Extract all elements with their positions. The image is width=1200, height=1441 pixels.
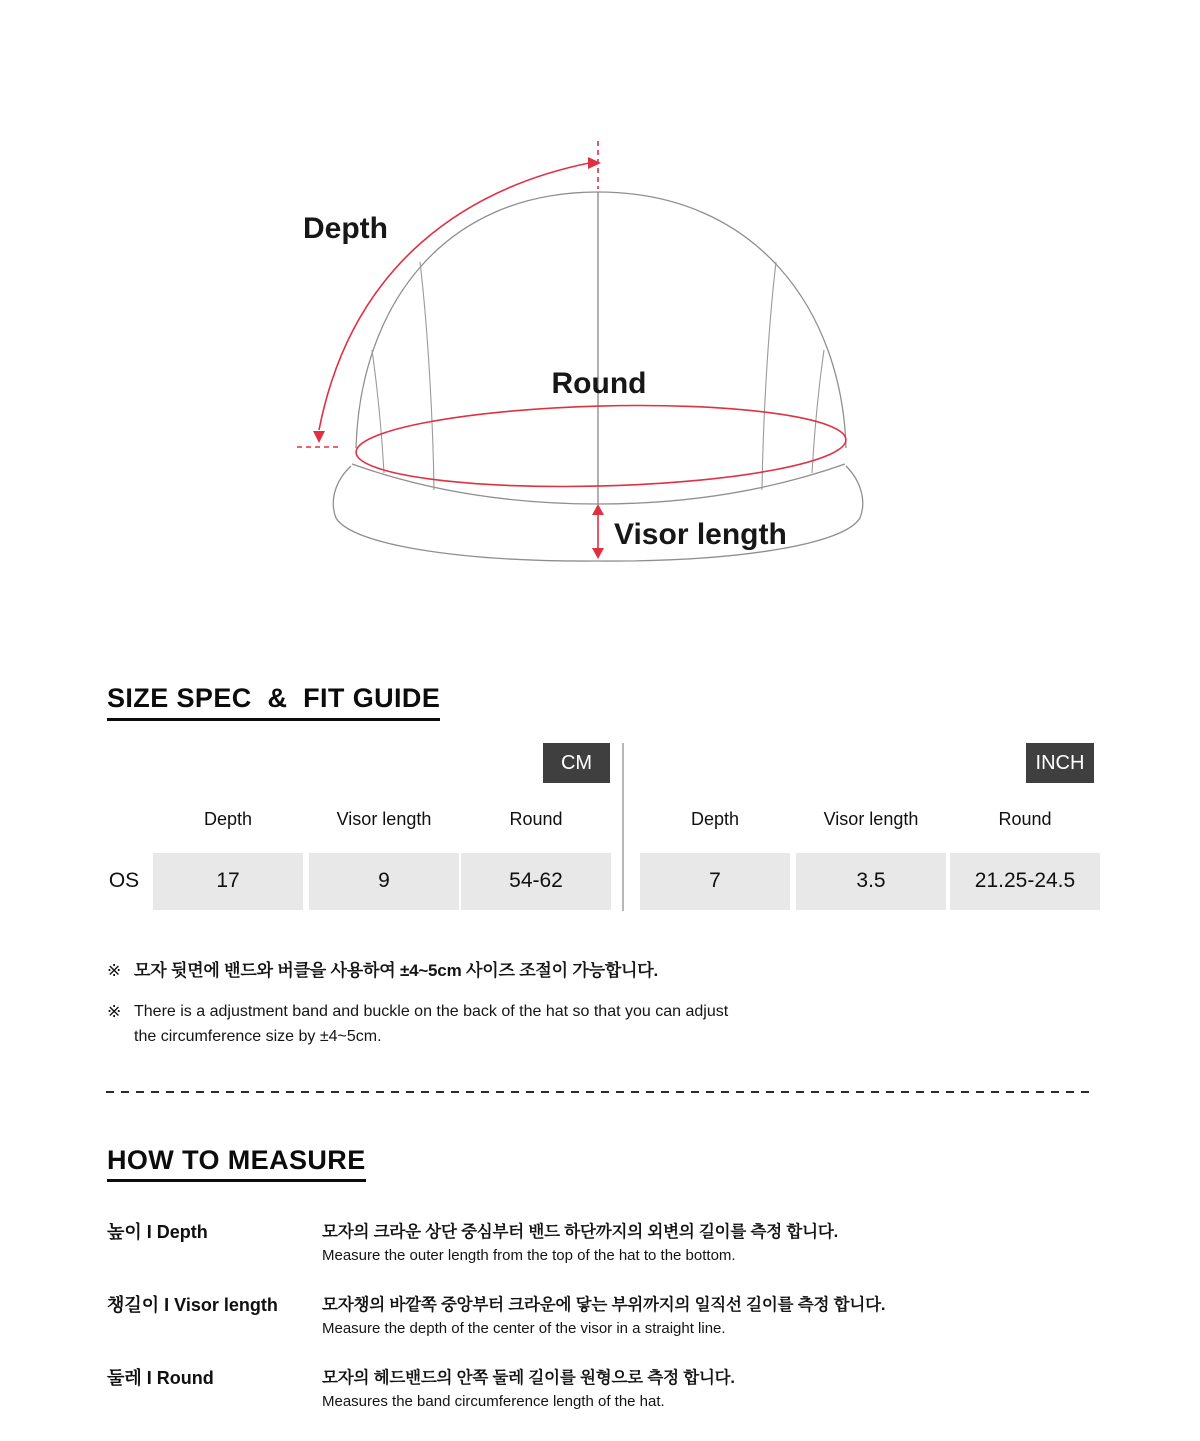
diagram-round-label: Round — [551, 367, 647, 400]
hat-measurement-diagram — [0, 0, 1200, 650]
measure-desc-visor — [322, 1293, 885, 1341]
hat-seam-left-short — [372, 350, 384, 473]
note-korean — [107, 958, 1200, 983]
diagram-visor-label: Visor length — [614, 518, 787, 551]
inch-col-header-depth: Depth — [690, 808, 740, 829]
measure-desc-depth — [322, 1220, 838, 1268]
visor-arrowhead-bottom — [592, 548, 604, 559]
cm-unit-badge: CM — [543, 743, 610, 783]
inch-unit-badge: INCH — [1026, 743, 1094, 783]
hat-crown-outline — [356, 192, 846, 448]
cm-col-header-depth: Depth — [203, 808, 253, 829]
measure-desc-round-kr: 모자의 헤드밴드의 안쪽 둘레 길이를 원형으로 측정 합니다. — [322, 1369, 735, 1388]
hat-seam-right-long — [762, 262, 776, 490]
measure-label-depth: 높이 I Depth — [107, 1222, 208, 1243]
inch-col-header-round: Round — [998, 808, 1052, 829]
measure-item-visor — [107, 1293, 1200, 1341]
measure-item-round — [107, 1366, 1200, 1414]
note-marker: ※ — [107, 960, 122, 980]
cm-round-value: 54-62 — [461, 853, 611, 910]
cm-depth-value: 17 — [153, 853, 303, 910]
inch-depth-value: 7 — [640, 853, 790, 910]
cm-inch-divider — [622, 743, 624, 911]
size-row-label-os: OS — [108, 869, 140, 893]
inch-round-value: 21.25-24.5 — [950, 853, 1100, 910]
note-korean-text: 모자 뒷면에 밴드와 버클을 사용하여 ±4~5cm 사이즈 조절이 가능합니다. — [134, 960, 659, 980]
size-spec-section — [0, 650, 1200, 1049]
note-english-line2: the circumference size by ±4~5cm. — [134, 1027, 382, 1045]
inch-col-header-visor: Visor length — [823, 808, 919, 829]
how-to-measure-title: HOW TO MEASURE — [107, 1146, 366, 1183]
measure-desc-depth-en: Measure the outer length from the top of the hat to the bottom. — [322, 1247, 736, 1265]
measure-desc-round — [322, 1366, 735, 1414]
size-notes — [107, 958, 1200, 1049]
hat-seam-right-short — [812, 350, 824, 473]
inch-visor-value: 3.5 — [796, 853, 946, 910]
measure-desc-visor-en: Measure the depth of the center of the visor in a straight line. — [322, 1320, 726, 1338]
cm-visor-value: 9 — [309, 853, 459, 910]
measure-desc-round-en: Measures the band circumference length of the hat. — [322, 1393, 665, 1411]
measure-desc-depth-kr: 모자의 크라운 상단 중심부터 밴드 하단까지의 외변의 길이를 측정 합니다. — [322, 1223, 839, 1242]
hat-diagram-svg — [0, 0, 1200, 650]
measure-label-round: 둘레 I Round — [107, 1368, 214, 1389]
size-spec-title: SIZE SPEC & FIT GUIDE — [107, 684, 440, 721]
measure-item-depth — [107, 1220, 1200, 1268]
note-english-line1: There is a adjustment band and buckle on the back of the hat so that you can adjust — [134, 1002, 729, 1020]
hat-seam-left-long — [420, 262, 434, 490]
depth-arrowhead-top — [588, 157, 601, 169]
diagram-depth-label: Depth — [303, 212, 388, 245]
size-table — [107, 743, 1102, 911]
measure-list — [107, 1220, 1200, 1414]
how-to-measure-section — [0, 1093, 1200, 1415]
depth-measure-arc — [319, 163, 589, 430]
cm-col-header-visor: Visor length — [336, 808, 432, 829]
measure-label-visor: 챙길이 I Visor length — [107, 1295, 278, 1316]
depth-arrowhead-bottom — [313, 431, 325, 443]
round-measure-ellipse — [355, 400, 847, 493]
visor-arrowhead-top — [592, 504, 604, 515]
note-english-text — [134, 999, 728, 1049]
measure-desc-visor-kr: 모자챙의 바깥쪽 중앙부터 크라운에 닿는 부위까지의 일직선 길이를 측정 합니다. — [322, 1296, 886, 1315]
cm-col-header-round: Round — [509, 808, 563, 829]
note-marker: ※ — [107, 1001, 122, 1021]
note-english — [107, 999, 1200, 1049]
